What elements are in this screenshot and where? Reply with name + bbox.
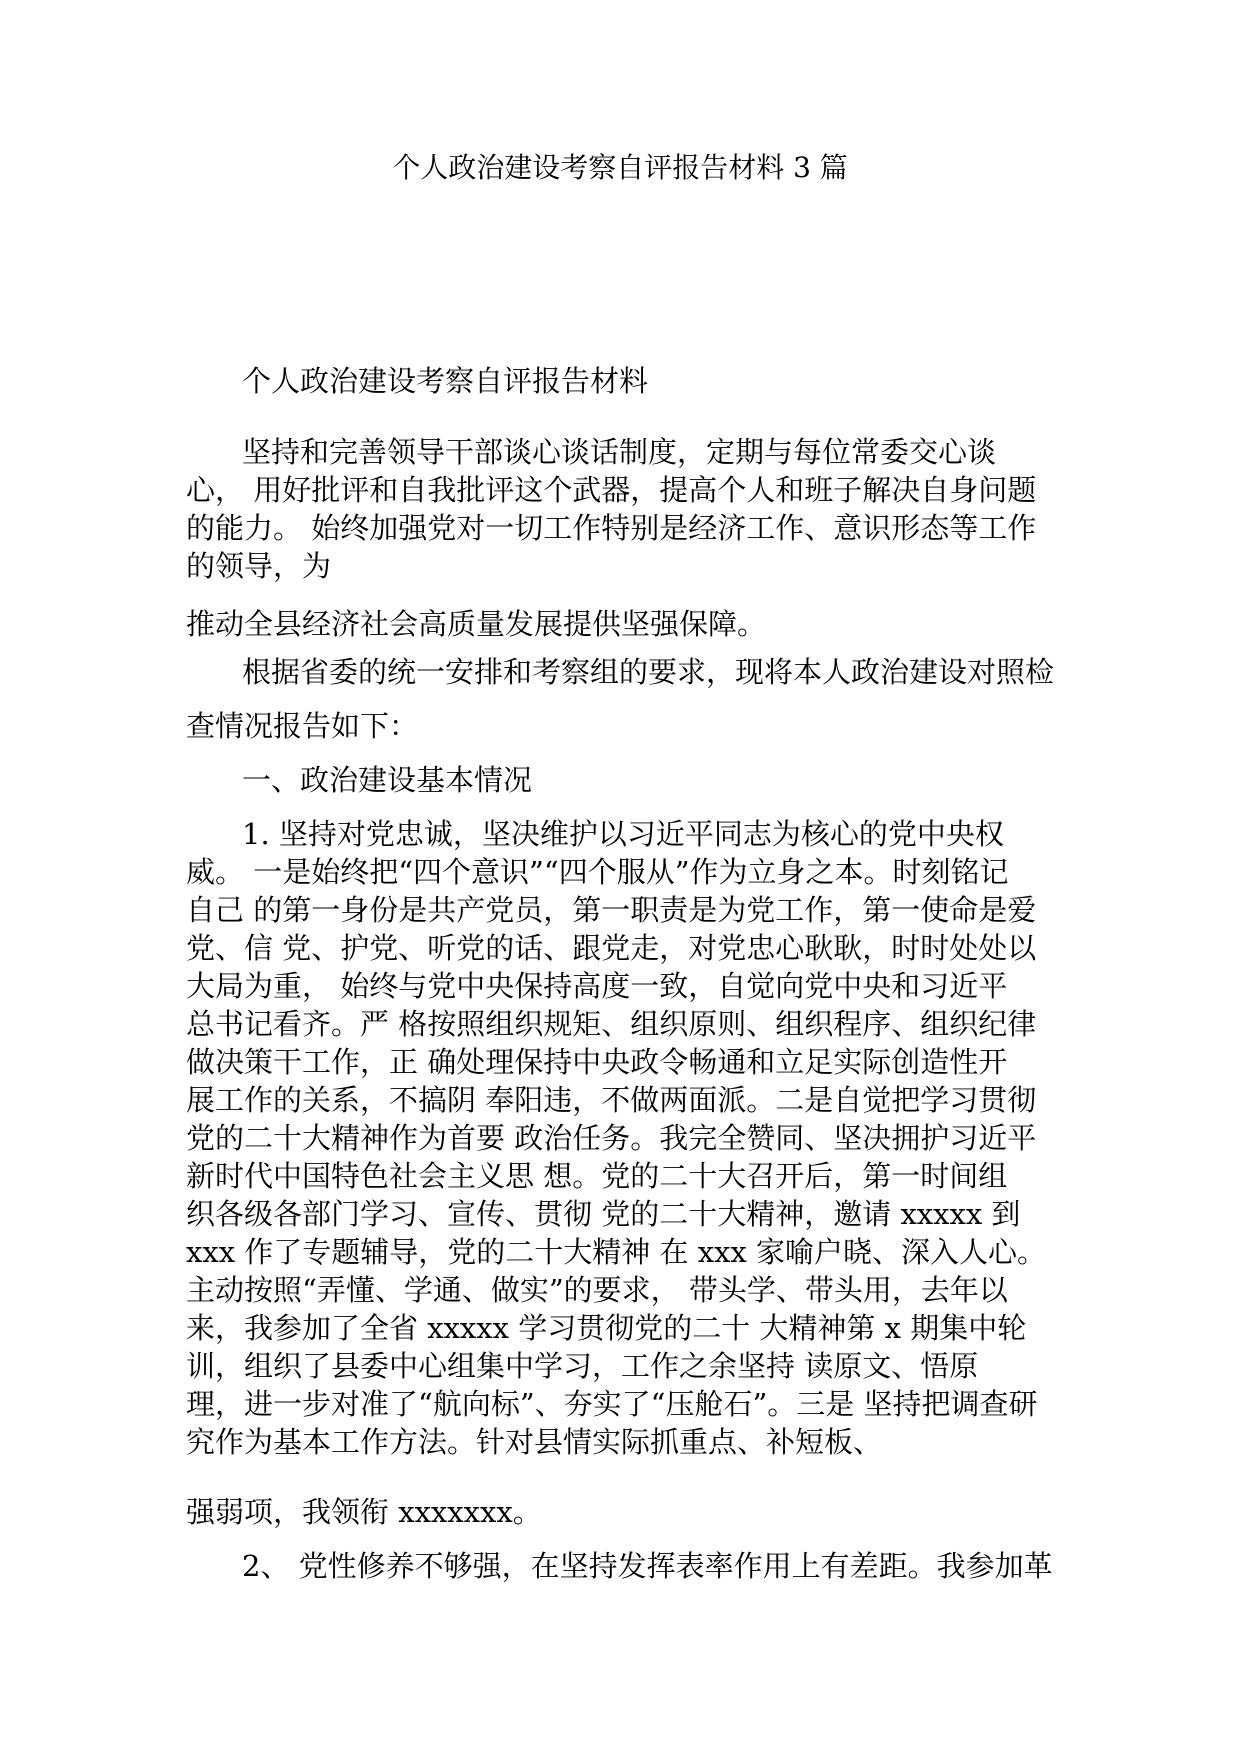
paragraph-line: xxx 作了专题辅导，党的二十大精神 在 xxx 家喻户晓、深入人心。: [186, 1235, 1047, 1269]
section-heading: 一、政治建设基本情况: [242, 763, 533, 797]
paragraph-line: 训，组织了县委中心组集中学习，工作之余坚持 读原文、悟原: [186, 1349, 979, 1383]
paragraph-line: 坚持和完善领导干部谈心谈话制度，定期与每位常委交心谈: [242, 435, 997, 469]
paragraph-line: 自己 的第一身份是共产党员，第一职责是为党工作，第一使命是爱: [186, 893, 1037, 927]
document-title: 个人政治建设考察自评报告材料 3 篇: [392, 151, 848, 184]
paragraph-line: 根据省委的统一安排和考察组的要求，现将本人政治建设对照检: [242, 655, 1055, 689]
paragraph-line: 心， 用好批评和自我批评这个武器，提高个人和班子解决自身问题: [186, 473, 1037, 507]
paragraph-line: 究作为基本工作方法。针对县情实际抓重点、补短板、: [186, 1425, 883, 1459]
paragraph-line: 新时代中国特色社会主义思 想。党的二十大召开后，第一时间组: [186, 1159, 1008, 1193]
paragraph-line: 推动全县经济社会高质量发展提供坚强保障。: [186, 607, 767, 641]
paragraph-line: 织各级各部门学习、宣传、贯彻 党的二十大精神，邀请 xxxxx 到: [186, 1197, 1021, 1231]
section-subtitle: 个人政治建设考察自评报告材料: [242, 364, 649, 398]
paragraph-line: 总书记看齐。严 格按照组织规矩、组织原则、组织程序、组织纪律: [186, 1007, 1037, 1041]
paragraph-line: 理，进一步对准了“航向标”、夯实了“压舱石”。三是 坚持把调查研: [186, 1387, 1038, 1421]
paragraph-line: 主动按照“弄懂、学通、做实”的要求， 带头学、带头用，去年以: [186, 1273, 1008, 1307]
paragraph-line: 大局为重， 始终与党中央保持高度一致，自觉向党中央和习近平: [186, 969, 1008, 1003]
paragraph-line: 展工作的关系，不搞阴 奉阳违，不做两面派。二是自觉把学习贯彻: [186, 1083, 1037, 1117]
paragraph-line: 党、信 党、护党、听党的话、跟党走，对党忠心耿耿，时时处处以: [186, 931, 1037, 965]
paragraph-line: 1. 坚持对党忠诚，坚决维护以习近平同志为核心的党中央权: [242, 817, 1004, 851]
paragraph-line: 强弱项，我领衔 xxxxxxx。: [186, 1495, 542, 1529]
paragraph-line: 威。 一是始终把“四个意识”“四个服从”作为立身之本。时刻铭记: [186, 855, 1009, 889]
paragraph-line: 做决策干工作，正 确处理保持中央政令畅通和立足实际创造性开: [186, 1045, 1008, 1079]
paragraph-line: 查情况报告如下：: [186, 709, 419, 743]
paragraph-line: 来，我参加了全省 xxxxx 学习贯彻党的二十 大精神第 x 期集中轮: [186, 1311, 1027, 1345]
paragraph-line: 2、 党性修养不够强，在坚持发挥表率作用上有差距。我参加革: [242, 1549, 1053, 1583]
paragraph-line: 的领导，为: [186, 549, 332, 583]
paragraph-line: 党的二十大精神作为首要 政治任务。我完全赞同、坚决拥护习近平: [186, 1121, 1037, 1155]
paragraph-line: 的能力。 始终加强党对一切工作特别是经济工作、意识形态等工作: [186, 511, 1037, 545]
